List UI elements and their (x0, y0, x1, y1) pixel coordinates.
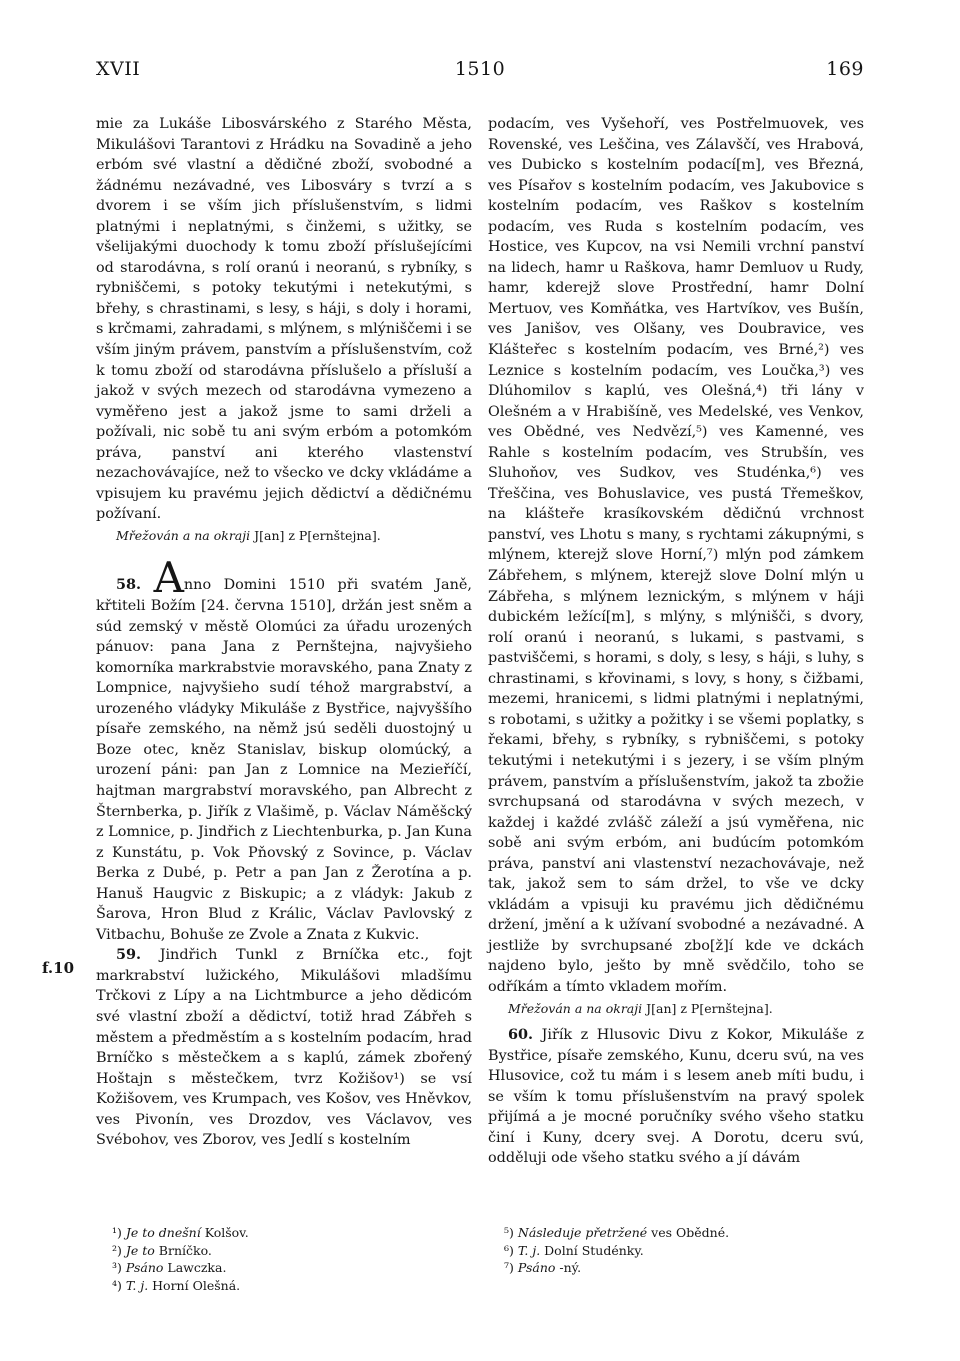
footnote (504, 1259, 880, 1277)
drop-cap: A (153, 553, 184, 603)
footnote-value: Kolšov. (204, 1225, 249, 1240)
entry-number: 58. (116, 576, 142, 594)
footnote (504, 1224, 880, 1242)
footnote-label: Je to dnešní (125, 1225, 201, 1240)
footnotes-right (504, 1224, 880, 1277)
continued-entry-text: podacím, ves Vyšehoří, ves Postřelmuovek, ves Rovenské, ves Leščina, ves Zálavščí, ves Hrabová, ves Dubicko s kostelním podací[m], ves Březná, ves Písařov s kostelním podacím, ves Jakubovice s kostelním podacím, ves Raškov s kostelním podacím, ves Ruda s kostelním podacím, ves Hostice, ves Kupcov, na vsi Nemili vrchní panství na lidech, hamr u Raškova, hamr Demluov u Rudy, hamr, kderejž slove Prostřední, hamr Dolní Mertuov, ves Komňátka, ves Hartvíkov, ves Bušín, ves Janišov, ves Olšany, ves Doubravice, ves Klášteřec s kostelním podacím, ves Brné,²) ves Leznice s kostelním podacím, ves Loučka,³) ves Dlúhomilov s kaplú, ves Olešná,⁴) tři lány v Olešném a v Hrabišíně, ves Medelské, ves Venkov, ves Obědné, ves Nedvězí,⁵) ves Kamenné, ves Rahle s kostelním podacím, ves Strubšín, ves Sluhoňov, ves Sudkov, ves Studénka,⁶) ves Třeščina, ves Bohuslavice, ves pustá Třemeškov, na klášteře krasíkovském dědičnú vrchnost panství, ves Lhotu s many, s rychtami zákupnými, s mlýnem, kterejž slove Horní,⁷) mlýn pod zámkem Zábřehem, s mlýnem, kterejž slove Dolní mlýn u Zábřeha, s mlýnem leznickým, s mlýnem v háji dubickém ležící[m], s mlýny, s mlýnišči, s dvory, rolí oranú i neoranú, s lukami, s pastvami, s pastviščemi, s horami, s doly, s lesy, s háji, s luhy, s chrastinami, s křovinami, s lovy, s hony, s čižbami, mezemi, hranicemi, s lidmi platnými i neplatnými, s robotami, s užitky a požitky i se všemi poplatky, s řekami, břehy, s rybníky, s rybniščemi, s potoky tekutými i netekutými i s jezery, i se vším plným právem, panstvím a příslušenstvím, jakož ta zbožie svrchupsaná od starodávna v svých mezech, v každej i každé zvlášč záleží a jsú vyměřena, nic sobě ani svým erbóm, ani budúcím potomkóm práva, panství ani vlastenství nezachovávaje, než tak, jakož sem to sám držel, to vše ve dcky vkládám a vpisuji ku pravému jich dědičnému držení, jmění a k užívaní svobodné a nezávadné. A jestliže by svrchupsané zbo[ž]í kde ve dckách najdeno bylo, ješto by mně svědčilo, toho se odříkám a tímto vkladem mořím. (488, 116, 864, 995)
note-value: J[an] z P[ernštejna]. (646, 1000, 773, 1016)
footnote-label: Psáno (125, 1260, 164, 1276)
continued-entry-text: mie za Lukáše Libosvárského z Starého Města, Mikulášovi Tarantovi z Hrádku na Sovadině a jeho erbóm své vlastní a dědičné zboží, svobodné a žádnému nezávadné, ves Libosváry s tvrzí a s dvorem i se vším jich příslušenstvím, s lidmi platnými i neplatnými, s činžemi, s užitky, se všelijakými duochody k tomu zboží příslušejícími od starodávna, s rolí oranú i neoranú, s rybníky, s rybniščemi, s potoky tekutými i netekutými, s břehy, s chrastinami, s lesy, s háji, s doly i horami, s krčmami, zahradami, s mlýnem, s mlýniščemi i se vším jiným právem, panstvím a příslušenstvím, což k tomu zboží od starodávna příslušelo a přísluší a jakož v svých mezech od starodávna vymezeno a vyměřeno jest a jakož jsme to sami drželi a požívali, nic sobě tu ani svým erbóm a potomkóm práva, panství ani kterého vlastenství nezachovávajíce, než to všecko ve dcky vkládáme a vpisujem ku pravému jejich dědictví a dědičnému požívaní. (96, 116, 472, 523)
right-column (488, 114, 864, 1169)
footnote-mark: ³) (112, 1260, 122, 1276)
entry-text: Jiřík z Hlusovic Divu z Kokor, Mikuláše z Bystřice, písaře zemského, Kunu, dceru svú, na ves Hlusovice, což tu mám i s lesem aneb míti budu, i se vším k tomu příslušenstvím na pravý spolek přijímá a je mocné poručníky svého všeho statku činí i Kuny, dcery svej. A Dorotu, dceru svú, odděluji ode všeho statku svého a jí dávám (488, 1027, 864, 1167)
footnote-value: Lawczka. (167, 1260, 227, 1276)
entry-59 (96, 945, 472, 1150)
entry-60 (488, 1025, 864, 1169)
footnote-mark: ⁴) (112, 1277, 122, 1293)
note-value: J[an] z P[ernštejna]. (254, 527, 381, 543)
entry-text: nno Domini 1510 při svatém Janě, křtiteli Božím [24. června 1510], držán jest sněm a súd zemský v městě Olomúci za úřadu urozených pánuov: pana Jana z Pernštejna, najvyšieho komorníka markrabstvie moravského, pana Znaty z Lompnice, najvyšieho sudí téhož margrabství, a urozeného vládyky Mikuláše z Bystřice, najvyššího písaře zemského, na němž jsú seděli duostojný u Boze otec, kněz Stanislav, biskup olomúcký, a urození páni: pan Jan z Lomnice na Mezieříčí, hajtman margrabství moravského, pan Albrecht z Šternberka, p. Jiřík z Vlašimě, p. Václav Náměšcký z Lomnice, p. Jindřich z Liechtenburka, p. Jan Kuna z Kunstátu, p. Vok Pňovský z Sovince, p. Václav Berka z Dubé, p. Petr a pan Jan z Žerotína a p. Hanuš Haugvic z Biskupic; a z vládyk: Jakub z Šarova, Hron Blud z Králic, Václav Pavlovský z Vitbachu, Bohuše ze Zvole a Znata z Kukvic. (96, 577, 472, 943)
entry-note (488, 999, 864, 1020)
folio-margin-mark: f.10 (42, 959, 75, 977)
footnote-label: Je to (125, 1242, 155, 1258)
entry-number: 60. (508, 1026, 534, 1044)
entry-number: 59. (116, 946, 142, 964)
footnote-label: T. j. (517, 1242, 541, 1258)
footnote-mark: ⁵) (504, 1225, 514, 1240)
footnote-label: T. j. (125, 1277, 149, 1293)
footnotes-left (112, 1224, 488, 1294)
footnote-mark: ⁶) (504, 1242, 514, 1258)
footnote (112, 1259, 488, 1277)
footnote-value: ves Obědné. (651, 1225, 730, 1240)
footnote-label: Psáno (517, 1260, 556, 1276)
note-label: Mřežován a na okraji (116, 527, 251, 543)
footnote-mark: ⁷) (504, 1260, 514, 1276)
entry-spacer (96, 546, 472, 568)
footnote (112, 1224, 488, 1242)
year-heading: 1510 (454, 58, 506, 80)
footnote-value: -ný. (559, 1260, 582, 1276)
footnote-mark: ²) (112, 1242, 122, 1258)
entry-text: Jindřich Tunkl z Brníčka etc., fojt markrabství lužického, Mikulášovi mladšímu Trčkovi z Lípy a na Lichtmburce a jeho dědicóm své vlastní zboží a dědictví, totiž hrad Zábřeh s městem a předměstím a s kostelním podacím, hrad Brníčko s městečkem a s kaplú, zámek zbořený Hoštajn s městečkem, tvrz Kožišov¹) se vsí Kožišovem, ves Krumpach, ves Košov, ves Hněvkov, ves Pivonín, ves Drozdov, ves Václavov, ves Svébohov, ves Zborov, ves Jedlí s kostelním (96, 947, 472, 1149)
footnote-value: Horní Olešná. (152, 1277, 241, 1293)
footnote-value: Dolní Studénky. (544, 1242, 644, 1258)
chapter-roman-numeral: XVII (96, 58, 141, 80)
footnote-mark: ¹) (112, 1225, 122, 1240)
footnote-value: Brníčko. (158, 1242, 212, 1258)
footnote (112, 1277, 488, 1295)
page-number: 169 (826, 58, 864, 80)
footnote (112, 1242, 488, 1260)
footnote-label: Následuje přetržené (517, 1225, 648, 1240)
entry-note (96, 526, 472, 547)
entry-58 (96, 553, 472, 945)
left-column (96, 114, 472, 1151)
note-label: Mřežován a na okraji (508, 1000, 643, 1016)
footnote (504, 1242, 880, 1260)
